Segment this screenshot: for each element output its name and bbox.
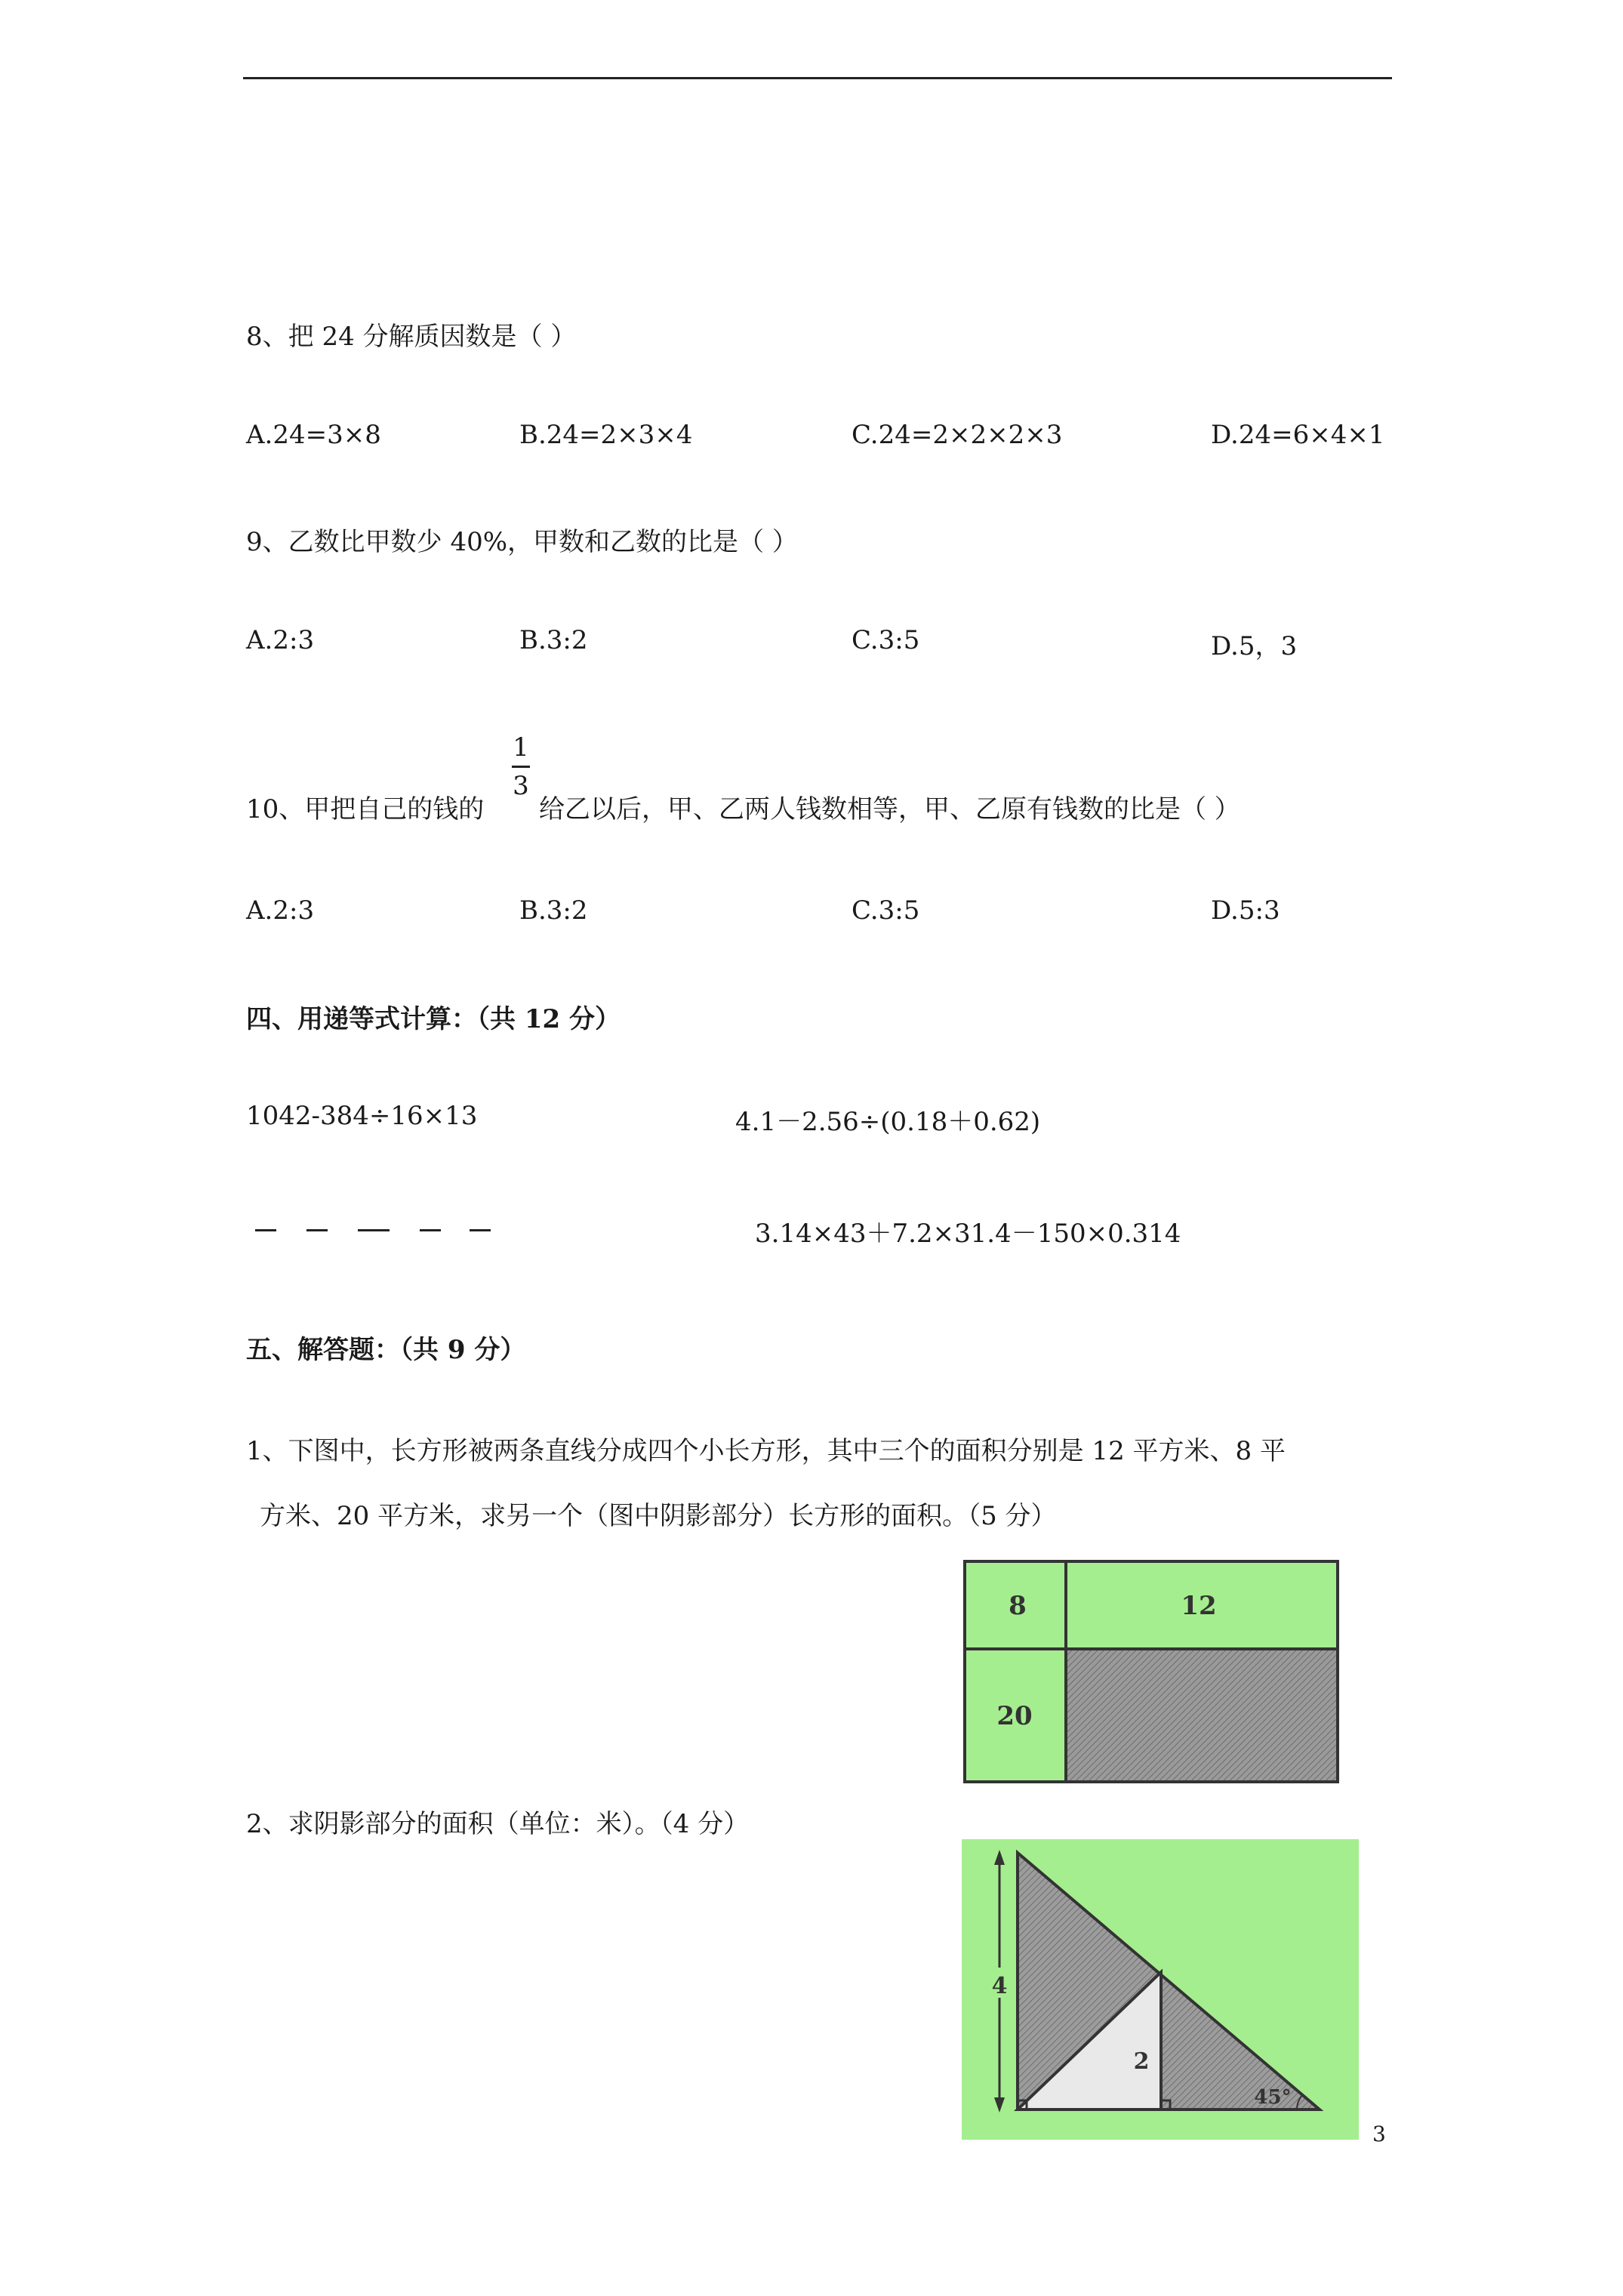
q8-option-b: B.24=2×3×4: [519, 420, 693, 450]
dash-mark: [470, 1229, 491, 1231]
q10-option-d: D.5:3: [1211, 895, 1280, 926]
rectangle-figure: [963, 1560, 1341, 1786]
section5-heading: 五、解答题：（共 9 分）: [246, 1335, 526, 1365]
problem1-line2: 方米、20 平方米，求另一个（图中阴影部分）长方形的面积。（5 分）: [260, 1501, 1057, 1531]
q10-option-c: C.3:5: [852, 895, 920, 926]
label-bottom-left: 20: [996, 1701, 1033, 1731]
q9-option-c: C.3:5: [852, 625, 920, 655]
q9-stem: 9、乙数比甲数少 40%，甲数和乙数的比是（ ）: [246, 527, 798, 557]
shaded-rectangle: [1066, 1649, 1336, 1780]
q8-option-a: A.24=3×8: [246, 420, 381, 450]
label-height: 4: [991, 1973, 1008, 1999]
dash-mark: [420, 1229, 441, 1231]
section4-heading: 四、用递等式计算：（共 12 分）: [246, 1004, 621, 1034]
page-number: 3: [1372, 2122, 1386, 2147]
problem1-line1: 1、下图中，长方形被两条直线分成四个小长方形，其中三个的面积分别是 12 平方米、8 平: [246, 1436, 1286, 1466]
q10-option-a: A.2:3: [246, 895, 315, 926]
q8-stem: 8、把 24 分解质因数是（ ）: [246, 322, 577, 352]
q10-stem-after: 给乙以后，甲、乙两人钱数相等，甲、乙原有钱数的比是（ ）: [539, 794, 1240, 824]
q10-fraction: [506, 732, 536, 801]
triangle-figure: [962, 1839, 1359, 2140]
section4-expr3: 3.14×43＋7.2×31.4－150×0.314: [755, 1219, 1181, 1249]
dash-mark: [306, 1229, 328, 1231]
fraction-denominator: 3: [513, 771, 529, 801]
q8-option-c: C.24=2×2×2×3: [852, 420, 1063, 450]
q10-stem-before: 10、甲把自己的钱的: [246, 794, 485, 824]
label-inner-height: 2: [1133, 2048, 1150, 2075]
section4-expr1: 1042-384÷16×13: [246, 1101, 478, 1131]
q8-option-d: D.24=6×4×1: [1211, 420, 1385, 450]
section4-expr2: 4.1－2.56÷(0.18＋0.62): [735, 1107, 1041, 1137]
header-rule: [243, 77, 1392, 79]
q9-option-d: D.5，3: [1211, 631, 1298, 661]
dash-mark: [358, 1229, 390, 1231]
q9-option-a: A.2:3: [246, 625, 315, 655]
q9-option-b: B.3:2: [519, 625, 588, 655]
q10-option-b: B.3:2: [519, 895, 588, 926]
label-top-right: 12: [1181, 1591, 1217, 1621]
problem2-text: 2、求阴影部分的面积（单位：米）。（4 分）: [246, 1809, 750, 1839]
fraction-bar: [512, 766, 530, 768]
label-top-left: 8: [1009, 1591, 1027, 1621]
dash-mark: [255, 1229, 276, 1231]
label-angle: 45°: [1254, 2086, 1292, 2109]
fraction-numerator: 1: [513, 732, 529, 763]
